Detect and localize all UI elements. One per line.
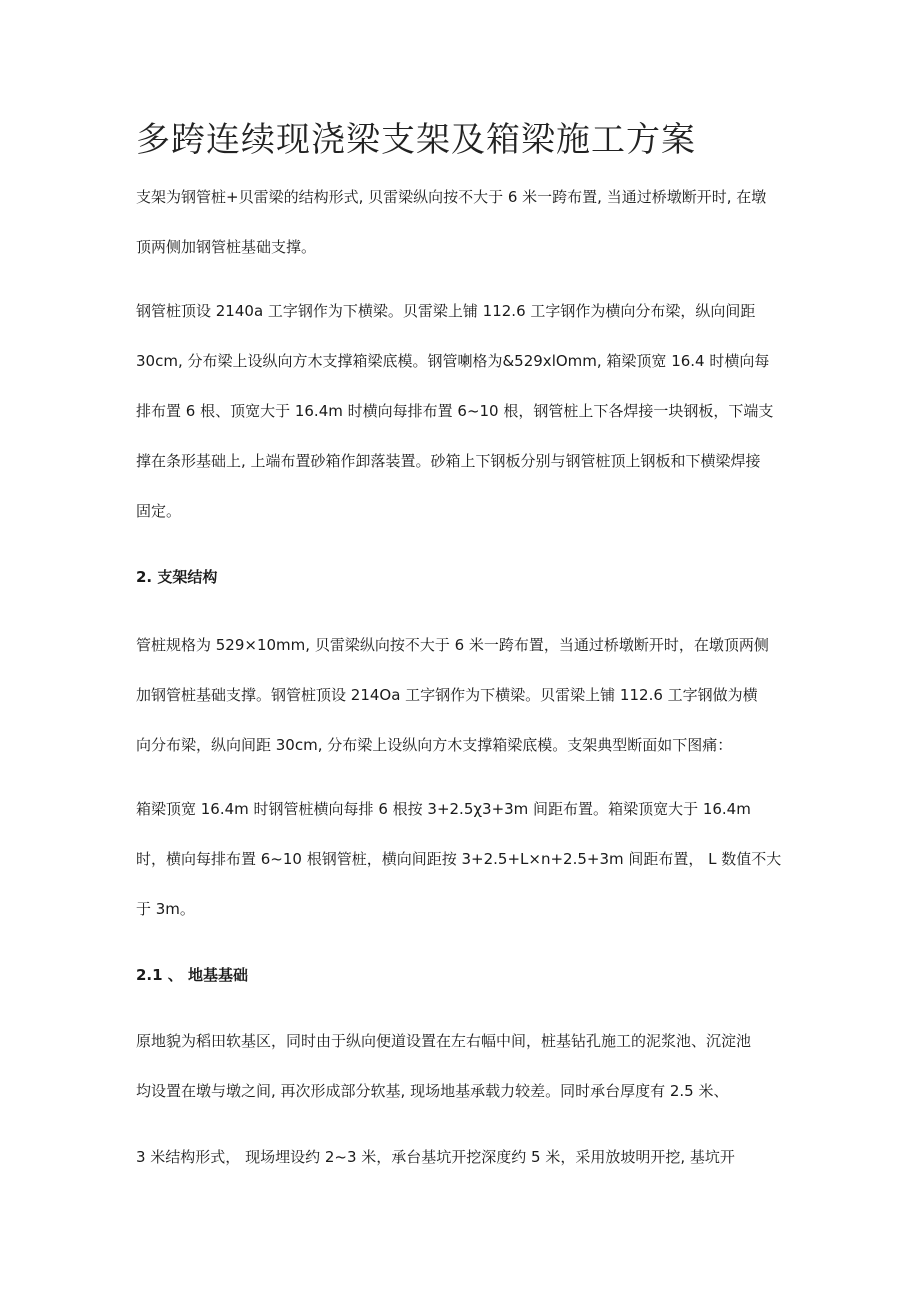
paragraph-pipe-pile-spec [136, 620, 786, 770]
text-line: 排布置 6 根、顶宽大于 16.4m 时横向每排布置 6~10 根，钢管桩上下各焊接一块钢板，下端支 [136, 402, 774, 420]
paragraph-support-overview [136, 172, 786, 272]
text-line: 加钢管桩基础支撑。钢管桩顶设 214Oa 工字钢作为下横梁。贝雷梁上铺 112.6 工字钢做为横 [136, 686, 758, 704]
text-line: 支架为钢管桩+贝雷梁的结构形式, 贝雷梁纵向按不大于 6 米一跨布置, 当通过桥墩断开时, 在墩 [136, 188, 767, 206]
text-line: 箱梁顶宽 16.4m 时钢管桩横向每排 6 根按 3+2.5χ3+3m 间距布置。箱梁顶宽大于 16.4m [136, 800, 751, 818]
text-line: 管桩规格为 529×10mm, 贝雷梁纵向按不大于 6 米一跨布置，当通过桥墩断开时，在墩顶两侧 [136, 636, 769, 654]
section-heading-support-structure: 2. 支架结构 [136, 568, 218, 586]
text-line: 30cm, 分布梁上设纵向方木支撑箱梁底模。钢管喇格为&529xlOmm, 箱梁顶宽 16.4 时横向每 [136, 352, 770, 370]
paragraph-steel-pipe-pile [136, 286, 786, 536]
text-line: 撑在条形基础上, 上端布置砂箱作卸落装置。砂箱上下钢板分别与钢管桩顶上钢板和下横梁焊接 [136, 452, 761, 470]
section-heading-foundation: 2.1 、 地基基础 [136, 966, 249, 984]
text-line: 3 米结构形式， 现场埋设约 2~3 米，承台基坑开挖深度约 5 米，采用放坡明开挖, 基坑开 [136, 1148, 735, 1166]
paragraph-ground-conditions [136, 1016, 786, 1182]
text-line: 时，横向每排布置 6~10 根钢管桩，横向间距按 3+2.5+L×n+2.5+3m 间距布置， L 数值不大 [136, 850, 782, 868]
text-line: 钢管桩顶设 2140a 工字钢作为下横梁。贝雷梁上铺 112.6 工字钢作为横向分布梁，纵向间距 [136, 302, 756, 320]
text-line: 于 3m。 [136, 900, 195, 918]
document-title: 多跨连续现浇梁支架及箱梁施工方案 [136, 120, 696, 160]
paragraph-box-girder-width [136, 784, 786, 934]
text-line: 固定。 [136, 502, 182, 520]
text-line: 均设置在墩与墩之间, 再次形成部分软基, 现场地基承载力较差。同时承台厚度有 2.5 米、 [136, 1082, 729, 1100]
text-line: 顶两侧加钢管桩基础支撑。 [136, 238, 317, 256]
text-line: 向分布梁，纵向间距 30cm, 分布梁上设纵向方木支撑箱梁底模。支架典型断面如下图痛： [136, 736, 733, 754]
text-line: 原地貌为稻田软基区，同时由于纵向便道设置在左右幅中间，桩基钻孔施工的泥浆池、沉淀池 [136, 1032, 752, 1050]
